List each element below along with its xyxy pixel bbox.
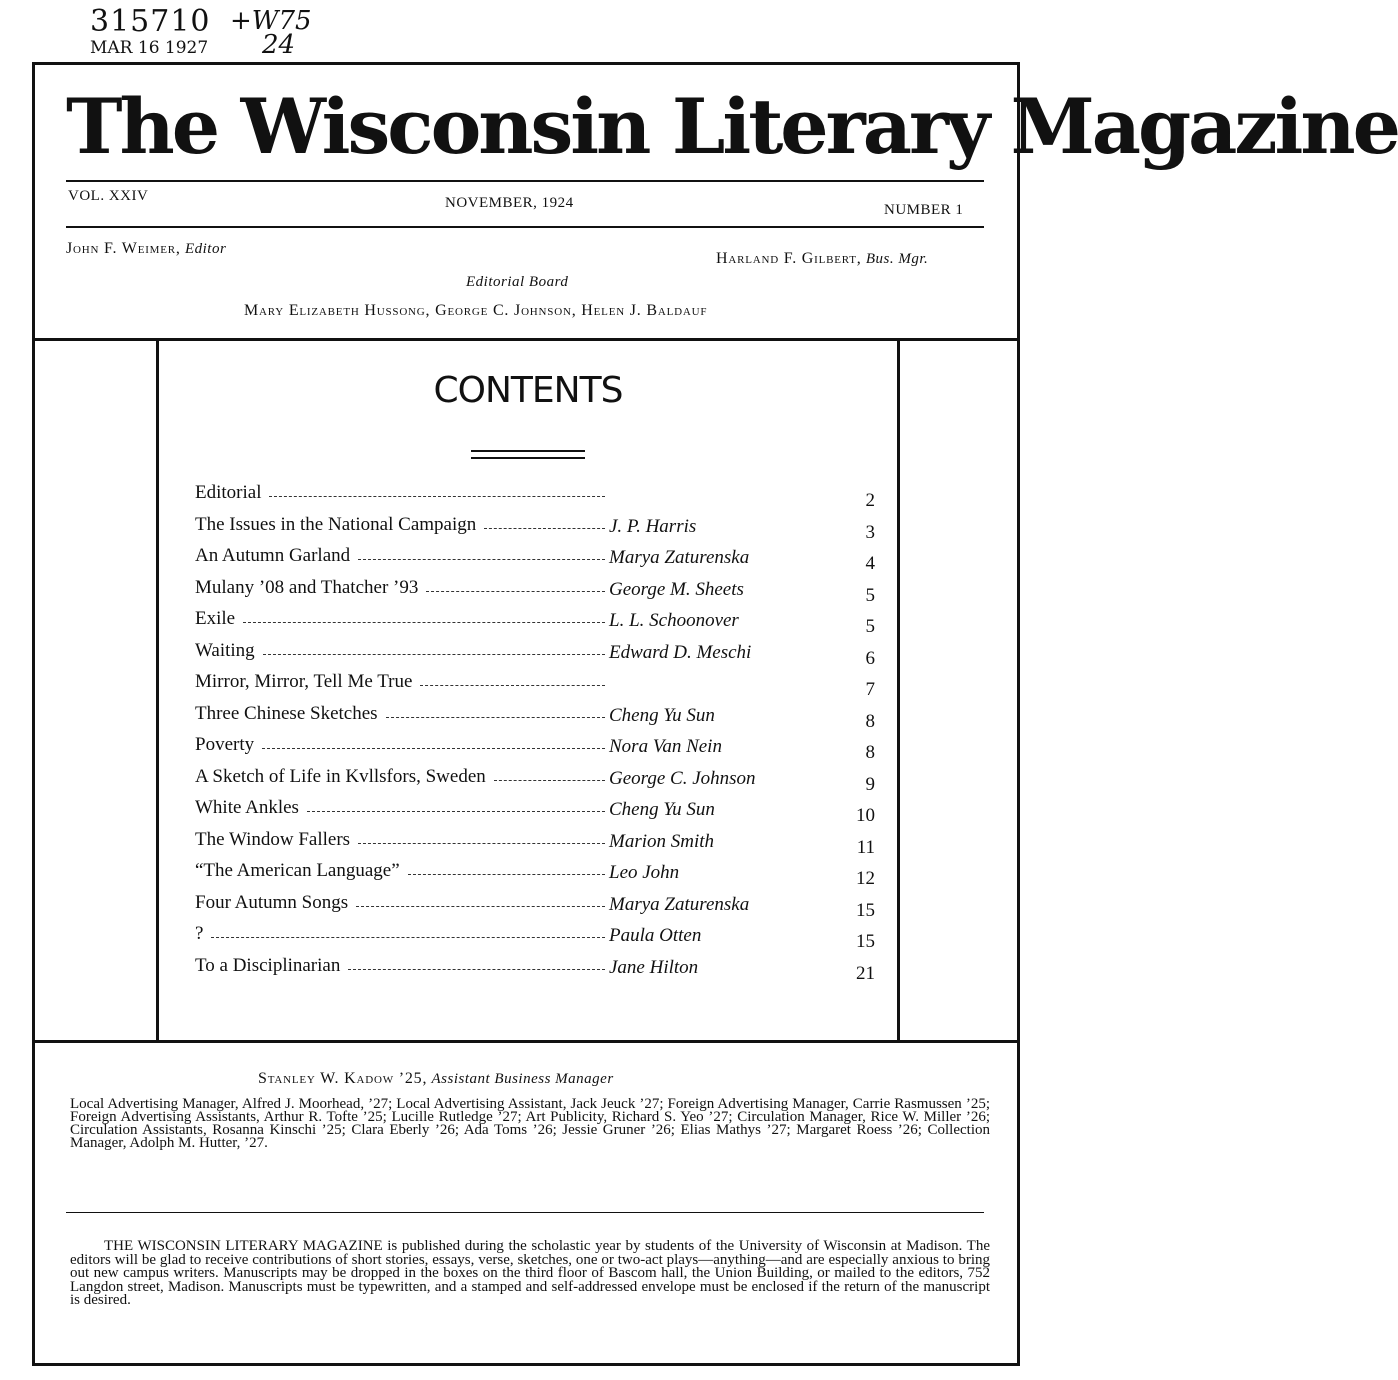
leader-dashes — [494, 780, 605, 781]
entry-title: “The American Language” — [195, 860, 400, 881]
entry-author: L. L. Schoonover — [609, 610, 739, 631]
leader-dashes — [307, 811, 605, 812]
entry-author: Marion Smith — [609, 830, 715, 852]
leader-dashes — [386, 717, 605, 718]
leader-dashes — [420, 685, 605, 686]
editorial-board-members: Mary Elizabeth Hussong, George C. Johnson, Helen J. Baldauf — [244, 302, 708, 319]
contents-entry — [195, 482, 875, 514]
leader-dashes — [426, 591, 605, 592]
contents-entry — [195, 703, 875, 735]
entry-page: 2 — [865, 490, 875, 511]
masthead-rule-top — [66, 180, 984, 182]
editorial-board-label: Editorial Board — [466, 274, 569, 290]
leader-dashes — [263, 654, 605, 655]
entry-page: 10 — [856, 805, 875, 826]
entry-title: The Window Fallers — [195, 828, 351, 850]
entry-author: Cheng Yu Sun — [609, 799, 715, 820]
contents-entry — [195, 577, 875, 609]
contents-entry — [195, 860, 875, 892]
table-of-contents — [195, 482, 875, 986]
entry-page: 5 — [865, 584, 875, 606]
contents-entry — [195, 545, 875, 577]
about-divider — [66, 1212, 984, 1213]
entry-author: George C. Johnson — [609, 767, 756, 789]
leader-dashes — [358, 559, 605, 560]
entry-title: An Autumn Garland — [195, 545, 351, 566]
leader-dashes — [408, 874, 605, 875]
entry-title: To a Disciplinarian — [195, 954, 341, 976]
entry-author: Marya Zaturenska — [609, 547, 750, 568]
entry-title: Editorial — [195, 482, 262, 503]
entry-author: Nora Van Nein — [609, 736, 722, 757]
entry-title: Exile — [195, 608, 236, 629]
leader-dashes — [262, 748, 605, 749]
contents-entry — [195, 766, 875, 798]
entry-author: Marya Zaturenska — [609, 893, 750, 915]
leader-dashes — [356, 906, 605, 907]
masthead-rule-bottom — [66, 226, 984, 228]
contents-entry — [195, 734, 875, 766]
leader-dashes — [269, 496, 605, 497]
masthead — [66, 82, 1398, 172]
contents-divider — [35, 1040, 1017, 1043]
contents-entry — [195, 955, 875, 987]
entry-title: Waiting — [195, 639, 255, 661]
about-paragraph — [70, 1240, 990, 1308]
business-manager-role: Bus. Mgr. — [865, 251, 929, 267]
entry-title: Poverty — [195, 734, 255, 755]
editor-name: John F. Weimer, — [66, 240, 181, 257]
contents-heading: CONTENTS — [433, 370, 623, 411]
leader-dashes — [211, 937, 605, 938]
editor-role: Editor — [184, 241, 227, 257]
accession-number: 315710 — [90, 4, 211, 39]
issue-date: NOVEMBER, 1924 — [445, 195, 574, 211]
entry-page: 15 — [856, 931, 875, 952]
entry-author: Edward D. Meschi — [609, 641, 752, 663]
entry-author: Paula Otten — [609, 925, 702, 946]
entry-page: 21 — [856, 962, 875, 984]
contents-entry — [195, 640, 875, 672]
assistant-business-manager-role: Assistant Business Manager — [431, 1071, 614, 1087]
entry-author: Jane Hilton — [609, 956, 699, 978]
business-staff-list: Local Advertising Manager, Alfred J. Moorhead, ’27; Local Advertising Assistant, Jack Jeuck ’27; Foreign Advertising Manager, Carrie Rasmussen ’25; Foreign Advertising Assistants, Arthur R. Tofte ’25; Lucille Rutledge ’27; Art Publicity, Richard S. Yeo ’27; Circulation Manager, Rice W. Miller ’26; Circulation Assistants, Rosanna Kinschi ’25; Clara Eberly ’26; Ada Toms ’26; Jessie Gruner ’26; Elias Mathys ’27; Margaret Roess ’26; Collection Manager, Adolph M. Hutter, ’27. — [70, 1096, 990, 1151]
entry-title: ? — [195, 923, 204, 944]
contents-box — [156, 340, 900, 1040]
assistant-business-manager-name: Stanley W. Kadow ’25, — [258, 1070, 428, 1087]
contents-entry — [195, 797, 875, 829]
assistant-business-manager-line — [258, 1070, 614, 1088]
entry-page: 4 — [865, 553, 875, 574]
entry-author: Cheng Yu Sun — [609, 704, 715, 726]
entry-title: Mirror, Mirror, Tell Me True — [195, 671, 413, 692]
magazine-title: The Wisconsin Literary Magazine — [66, 82, 1398, 171]
leader-dashes — [484, 528, 605, 529]
entry-author: Leo John — [609, 862, 680, 883]
entry-page: 9 — [865, 773, 875, 795]
entry-title: Mulany ’08 and Thatcher ’93 — [195, 576, 419, 598]
contents-entry — [195, 892, 875, 924]
stamp-date: MAR 16 1927 — [90, 38, 209, 58]
entry-page: 15 — [856, 899, 875, 921]
volume-label: VOL. XXIV — [68, 188, 149, 204]
entry-title: The Issues in the National Campaign — [195, 513, 477, 535]
entry-title: A Sketch of Life in Kvllsfors, Sweden — [195, 765, 486, 787]
leader-dashes — [358, 843, 605, 844]
about-text: THE WISCONSIN LITERARY MAGAZINE is published during the scholastic year by students of the University of Wisconsin at Madison. The editors will be glad to receive contributions of short stories, essays, verse, sketches, one or two-act plays—anything—and are especially anxious to bring out new campus writers. Manuscripts may be dropped in the boxes on the third floor of Bascom hall, the Union Building, or mailed to the editors, 752 Langdon street, Madison. Manuscripts must be typewritten, and a stamped and self-addressed envelope must be enclosed if the return of the manuscript is desired. — [70, 1238, 990, 1308]
contents-double-rule — [471, 450, 585, 459]
entry-page: 8 — [865, 710, 875, 732]
editor-line — [66, 240, 226, 258]
leader-dashes — [243, 622, 605, 623]
business-manager-name: Harland F. Gilbert, — [716, 250, 862, 267]
entry-page: 7 — [865, 679, 875, 700]
entry-title: Four Autumn Songs — [195, 891, 349, 913]
entry-page: 12 — [856, 868, 875, 889]
entry-page: 3 — [865, 521, 875, 543]
library-stamp — [90, 4, 312, 60]
handwritten-volume-mark: 24 — [262, 30, 296, 60]
entry-author: J. P. Harris — [609, 515, 697, 537]
leader-dashes — [348, 969, 605, 970]
contents-entry — [195, 608, 875, 640]
contents-entry — [195, 671, 875, 703]
entry-page: 11 — [856, 836, 875, 858]
business-manager-line — [716, 250, 928, 268]
entry-author: George M. Sheets — [609, 578, 744, 600]
entry-page: 8 — [865, 742, 875, 763]
entry-title: Three Chinese Sketches — [195, 702, 378, 724]
contents-entry — [195, 829, 875, 861]
handwritten-call-mark: +W75 — [230, 6, 312, 36]
entry-page: 6 — [865, 647, 875, 669]
issue-number: NUMBER 1 — [884, 202, 964, 218]
entry-title: White Ankles — [195, 797, 299, 818]
entry-page: 5 — [865, 616, 875, 637]
contents-entry — [195, 514, 875, 546]
contents-entry — [195, 923, 875, 955]
